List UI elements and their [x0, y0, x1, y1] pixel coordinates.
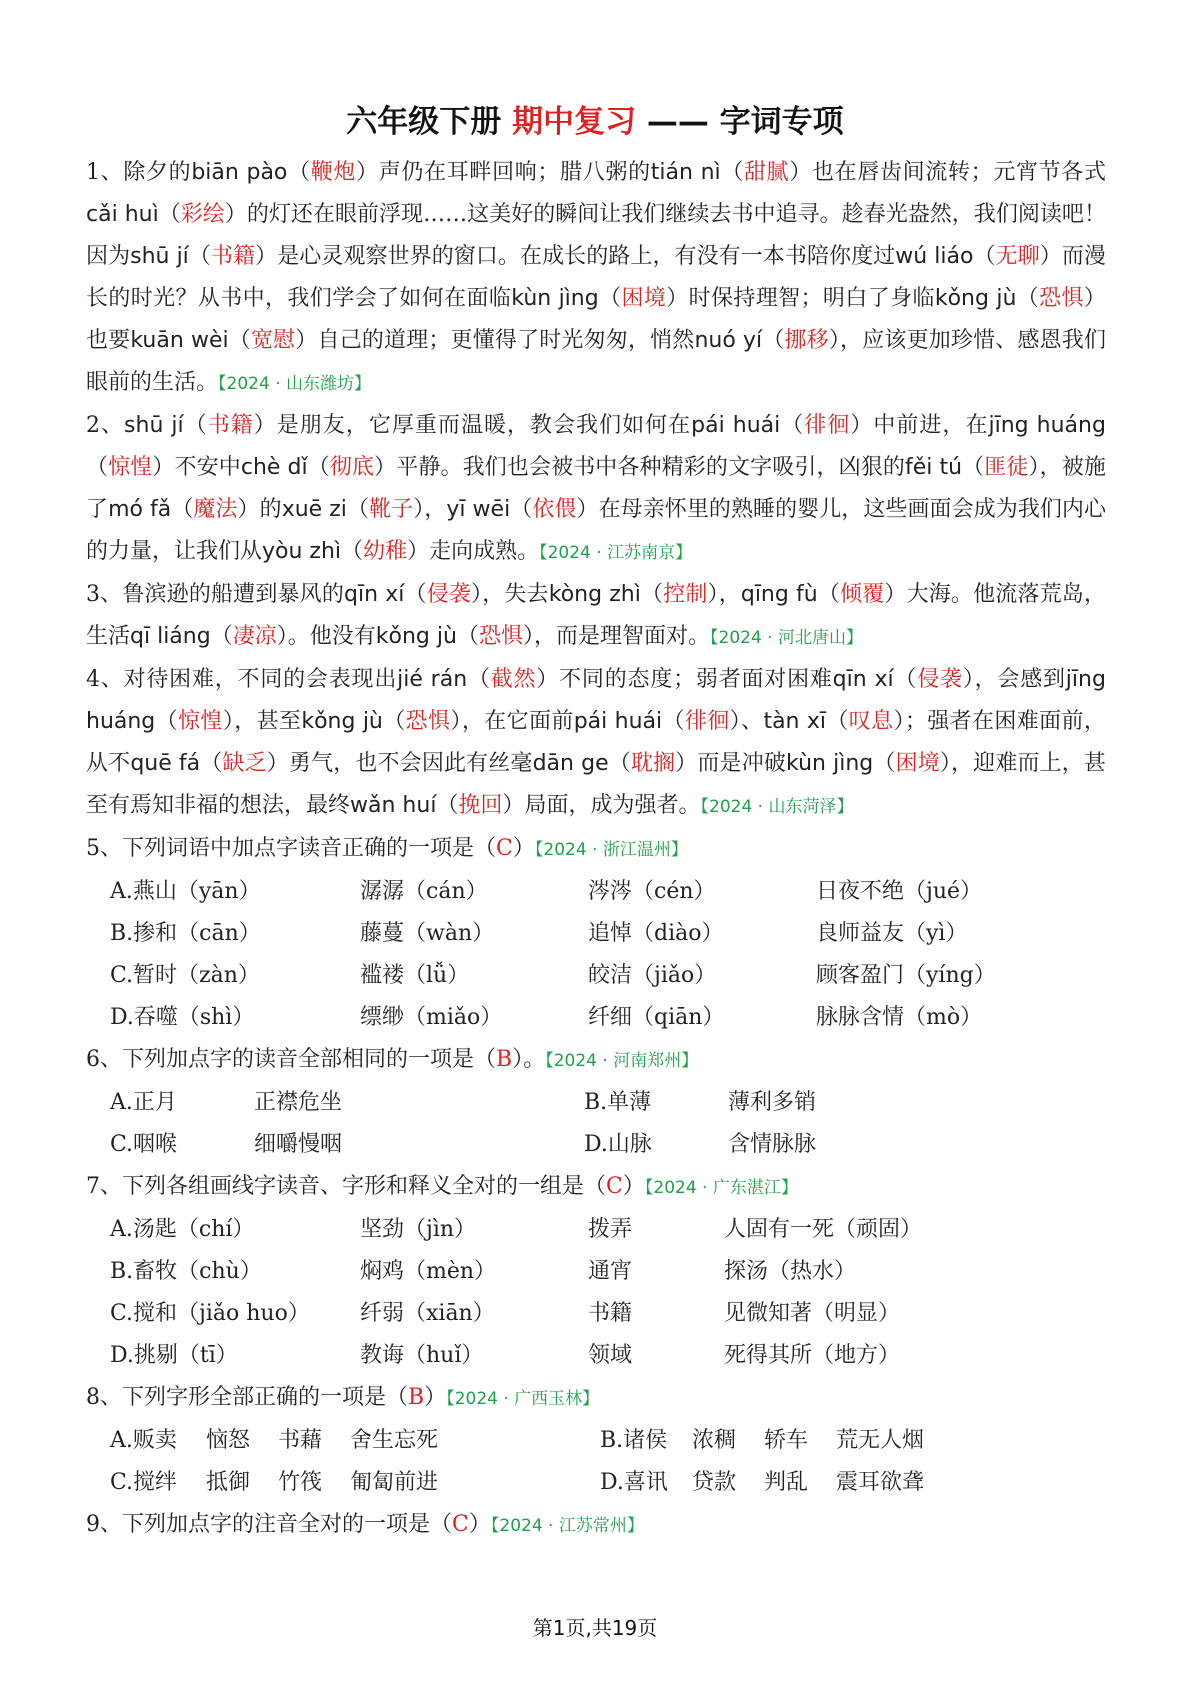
source-tag: 【2024 · 江苏南京】	[539, 543, 693, 563]
page-number: 第1页,共19页	[532, 1616, 658, 1640]
answer: B	[496, 1047, 513, 1072]
option-row: C.搅绊 抵御 竹筏 匍匐前进 D.喜讯 贷款 判乱 震耳欲聋	[110, 1470, 925, 1495]
source-tag: 【2024 · 广东湛江】	[644, 1178, 798, 1198]
question-9-stem: 9、下列加点字的注音全对的一项是（C）【2024 · 江苏常州】	[86, 1512, 644, 1537]
option-row: A.贩卖 恼怒 书藉 舍生忘死 B.诸侯 浓稠 轿车 荒无人烟	[110, 1428, 925, 1453]
question-7-stem: 7、下列各组画线字读音、字形和释义全对的一组是（C）【2024 · 广东湛江】	[86, 1174, 798, 1199]
source-tag: 【2024 · 山东菏泽】	[700, 797, 854, 817]
option-row: C.搅和（jiǎo huo） 纤弱（xiān） 书籍 见微知著（明显）	[110, 1301, 901, 1326]
page-title	[0, 96, 1190, 141]
worksheet-body	[86, 152, 1106, 1547]
source-tag: 【2024 · 山东潍坊】	[218, 374, 371, 394]
question-6-stem: 6、下列加点字的读音全部相同的一项是（B）。【2024 · 河南郑州】	[86, 1047, 699, 1072]
question-8-stem: 8、下列字形全部正确的一项是（B）【2024 · 广西玉林】	[86, 1385, 600, 1410]
source-tag: 【2024 · 广西玉林】	[446, 1389, 600, 1409]
question-5-stem: 5、下列词语中加点字读音正确的一项是（C）【2024 · 浙江温州】	[86, 836, 688, 861]
answer: C	[452, 1512, 469, 1537]
option-row: D.吞噬（shì） 缥缈（miǎo） 纤细（qiān） 脉脉含情（mò）	[110, 1005, 983, 1030]
option-row: B.畜牧（chù） 焖鸡（mèn） 通宵 探汤（热水）	[110, 1259, 857, 1284]
question-4: 4、对待困难，不同的会表现出jié rán（截然）不同的态度；弱者面对困难qīn xí（侵袭），会感到jīng huáng（惊惶），甚至kǒng jù（恐惧），在它面前pái huái（徘徊）、tàn xī（叹息）；强者在困难面前，从不quē fá（缺乏）勇气，也不会因此有丝毫dān ge（耽搁）而是冲破kùn jìng（困境），迎难而上，甚至有焉知非福的想法，最终wǎn huí（挽回）局面，成为强者。【2024 · 山东菏泽】	[86, 667, 1106, 818]
option-row: A.燕山（yān） 潺潺（cán） 涔涔（cén） 日夜不绝（jué）	[110, 879, 983, 904]
source-tag: 【2024 · 江苏常州】	[490, 1516, 644, 1536]
question-1: 1、除夕的biān pào（鞭炮）声仍在耳畔回响；腊八粥的tián nì（甜腻）也在唇齿间流转；元宵节各式cǎi huì（彩绘）的灯还在眼前浮现……这美好的瞬间让我们继续去书中追寻。趁春光盎然，我们阅读吧！因为shū jí（书籍）是心灵观察世界的窗口。在成长的路上，有没有一本书陪你度过wú liáo（无聊）而漫长的时光？从书中，我们学会了如何在面临kùn jìng（困境）时保持理智；明白了身临kǒng jù（恐惧）也要kuān wèi（宽慰）自己的道理；更懂得了时光匆匆，悄然nuó yí（挪移），应该更加珍惜、感恩我们眼前的生活。【2024 · 山东潍坊】	[86, 160, 1106, 395]
answer: C	[496, 836, 513, 861]
option-row: B.掺和（cān） 藤蔓（wàn） 追悼（diào） 良师益友（yì）	[110, 921, 968, 946]
answer: C	[606, 1174, 623, 1199]
question-3: 3、鲁滨逊的船遭到暴风的qīn xí（侵袭），失去kòng zhì（控制），qīng fù（倾覆）大海。他流落荒岛，生活qī liáng（凄凉）。他没有kǒng jù（恐惧），而是理智面对。【2024 · 河北唐山】	[86, 582, 1106, 649]
title-grade: 六年级下册	[346, 104, 502, 140]
option-row: C.咽喉 细嚼慢咽 D.山脉 含情脉脉	[110, 1132, 817, 1157]
option-row: A.正月 正襟危坐 B.单薄 薄利多销	[110, 1090, 817, 1115]
source-tag: 【2024 · 河南郑州】	[545, 1051, 699, 1071]
option-row: C.暂时（zàn） 褴褛（lǚ） 皎洁（jiǎo） 顾客盈门（yíng）	[110, 963, 996, 988]
source-tag: 【2024 · 河北唐山】	[710, 628, 863, 648]
source-tag: 【2024 · 浙江温州】	[534, 840, 688, 860]
question-2: 2、shū jí（书籍）是朋友，它厚重而温暖，教会我们如何在pái huái（徘徊）中前进，在jīng huáng（惊惶）不安中chè dǐ（彻底）平静。我们也会被书中各种精彩的文字吸引，凶狠的fěi tú（匪徒），被施了mó fǎ（魔法）的xuē zi（靴子），yī wēi（依偎）在母亲怀里的熟睡的婴儿，这些画面会成为我们内心的力量，让我们从yòu zhì（幼稚）走向成熟。【2024 · 江苏南京】	[86, 413, 1106, 564]
option-row: A.汤匙（chí） 坚劲（jìn） 拨弄 人固有一死（顽固）	[110, 1217, 923, 1242]
answer: B	[408, 1385, 425, 1410]
title-highlight: 期中复习	[512, 104, 637, 140]
title-topic: —— 字词专项	[646, 104, 844, 140]
option-row: D.挑剔（tī） 教诲（huǐ） 领域 死得其所（地方）	[110, 1343, 901, 1368]
